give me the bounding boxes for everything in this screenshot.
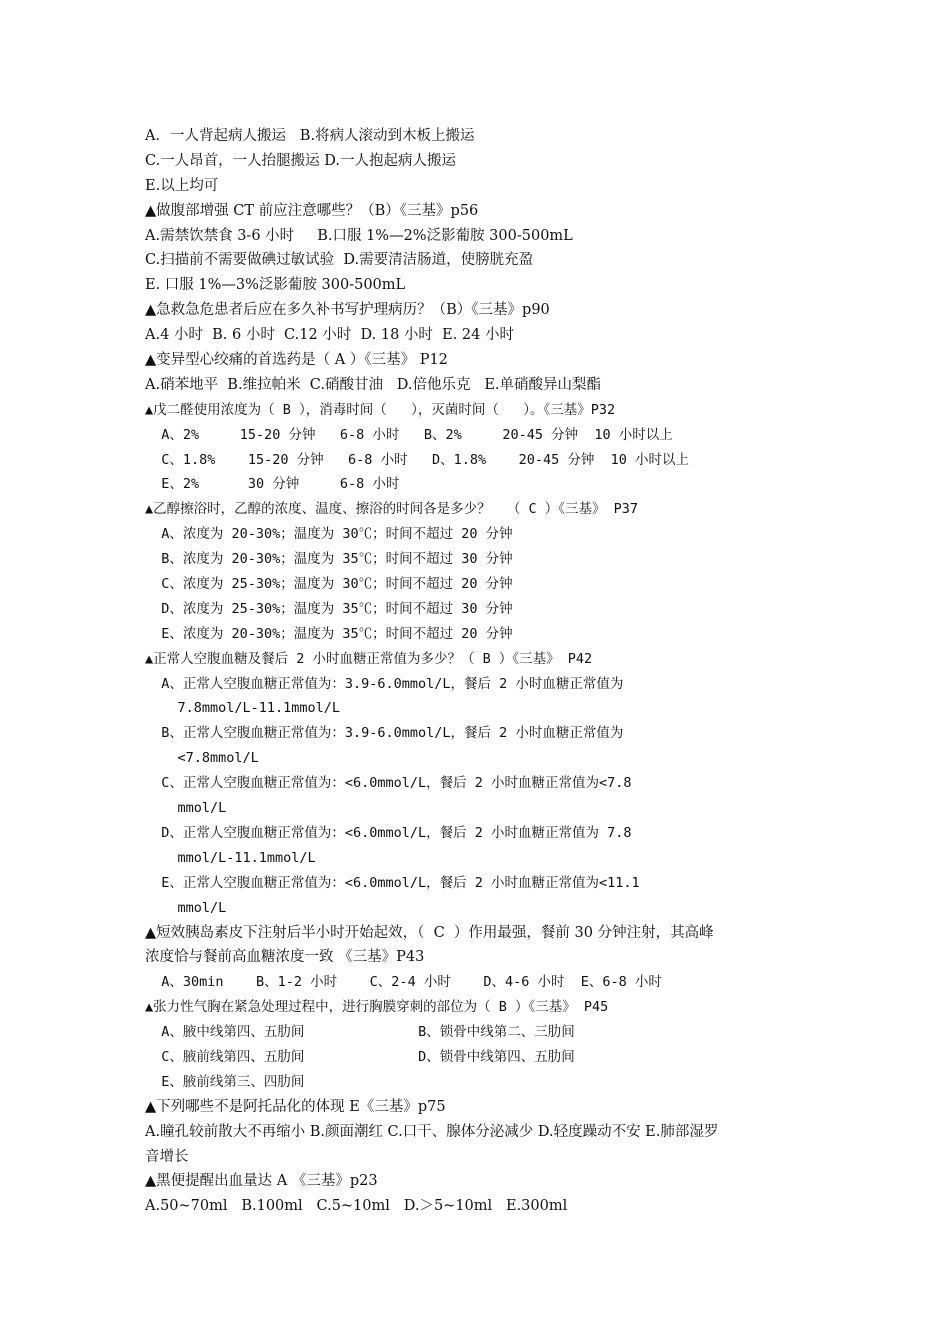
text-line: E、腋前线第三、四肋间 [145, 1073, 305, 1090]
text-line: 音增长 [145, 1148, 189, 1165]
question-text-block [145, 124, 825, 1219]
text-line: ▲做腹部增强 CT 前应注意哪些？（B）《三基》p56 [145, 202, 479, 219]
text-line: ▲正常人空腹血糖及餐后 2 小时血糖正常值为多少？（ B ）《三基》 P42 [145, 650, 593, 667]
text-line: B、浓度为 20-30%；温度为 35℃；时间不超过 30 分钟 [145, 551, 513, 568]
text-line: 7.8mmol/L-11.1mmol/L [145, 700, 341, 717]
text-line: E、正常人空腹血糖正常值为：<6.0mmol/L，餐后 2 小时血糖正常值为<11.1 [145, 874, 640, 891]
text-line: C.一人昂首，一人抬腿搬运 D.一人抱起病人搬运 [145, 152, 457, 169]
text-line: C、正常人空腹血糖正常值为：<6.0mmol/L，餐后 2 小时血糖正常值为<7.8 [145, 775, 632, 792]
text-line: D、浓度为 25-30%；温度为 35℃；时间不超过 30 分钟 [145, 600, 513, 617]
text-line: A.需禁饮禁食 3-6 小时 B.口服 1%—2%泛影葡胺 300-500mL [145, 227, 573, 244]
text-line: A.瞳孔较前散大不再缩小 B.颜面潮红 C.口干、腺体分泌减少 D.轻度躁动不安 E.肺部湿罗 [145, 1123, 719, 1140]
text-line: ▲戊二醛使用浓度为（ B ），消毒时间（ ），灭菌时间（ ）。《三基》P32 [145, 401, 616, 418]
text-line: mmol/L [145, 899, 227, 916]
text-line: ▲黑便提醒出血量达 A 《三基》p23 [145, 1173, 378, 1190]
text-line: ▲变异型心绞痛的首选药是（ A ）《三基》 P12 [145, 352, 448, 369]
text-line: A．一人背起病人搬运 B.将病人滚动到木板上搬运 [145, 128, 475, 144]
text-line: E、2% 30 分钟 6-8 小时 [145, 476, 400, 493]
text-line: A、腋中线第四、五肋间 B、锁骨中线第二、三肋间 [145, 1024, 575, 1041]
text-line: 浓度恰与餐前高血糖浓度一致 《三基》P43 [145, 949, 425, 966]
text-line: A.50~70ml B.100ml C.5~10ml D.＞5~10ml E.300ml [145, 1198, 568, 1215]
text-line: A、2% 15-20 分钟 6-8 小时 B、2% 20-45 分钟 10 小时以上 [145, 426, 673, 443]
text-line: mmol/L [145, 800, 227, 817]
text-line: ▲短效胰岛素皮下注射后半小时开始起效，（ C ）作用最强，餐前 30 分钟注射，其高峰 [145, 924, 714, 941]
text-line: <7.8mmol/L [145, 750, 259, 767]
text-line: A、30min B、1-2 小时 C、2-4 小时 D、4-6 小时 E、6-8 小时 [145, 974, 662, 991]
text-line: ▲下列哪些不是阿托品化的体现 E《三基》p75 [145, 1098, 446, 1115]
text-line: E.以上均可 [145, 177, 219, 194]
text-line: A、浓度为 20-30%；温度为 30℃；时间不超过 20 分钟 [145, 526, 513, 543]
text-line: ▲乙醇擦浴时，乙醇的浓度、温度、擦浴的时间各是多少？ （ C ）《三基》 P37 [145, 501, 639, 518]
text-line: E、浓度为 20-30%；温度为 35℃；时间不超过 20 分钟 [145, 625, 513, 642]
text-line: ▲急救急危患者后应在多久补书写护理病历？（B）《三基》p90 [145, 302, 550, 319]
text-line: C、腋前线第四、五肋间 D、锁骨中线第四、五肋间 [145, 1048, 575, 1065]
text-line: ▲张力性气胸在紧急处理过程中，进行胸膜穿刺的部位为（ B ）《三基》 P45 [145, 999, 609, 1016]
text-line: A、正常人空腹血糖正常值为：3.9-6.0mmol/L，餐后 2 小时血糖正常值为 [145, 675, 624, 692]
text-line: C、1.8% 15-20 分钟 6-8 小时 D、1.8% 20-45 分钟 10 小时以上 [145, 451, 690, 468]
text-line: E. 口服 1%—3%泛影葡胺 300-500mL [145, 277, 406, 294]
text-line: B、正常人空腹血糖正常值为：3.9-6.0mmol/L，餐后 2 小时血糖正常值为 [145, 725, 624, 742]
text-line: D、正常人空腹血糖正常值为：<6.0mmol/L，餐后 2 小时血糖正常值为 7.8 [145, 824, 632, 841]
text-line: mmol/L-11.1mmol/L [145, 849, 316, 866]
text-line: C.扫描前不需要做碘过敏试验 D.需要清洁肠道，使膀胱充盈 [145, 252, 534, 269]
text-line: C、浓度为 25-30%；温度为 30℃；时间不超过 20 分钟 [145, 576, 513, 593]
text-line: A.4 小时 B. 6 小时 C.12 小时 D. 18 小时 E. 24 小时 [145, 327, 514, 344]
text-line: A.硝苯地平 B.维拉帕米 C.硝酸甘油 D.倍他乐克 E.单硝酸异山梨酯 [145, 376, 602, 393]
